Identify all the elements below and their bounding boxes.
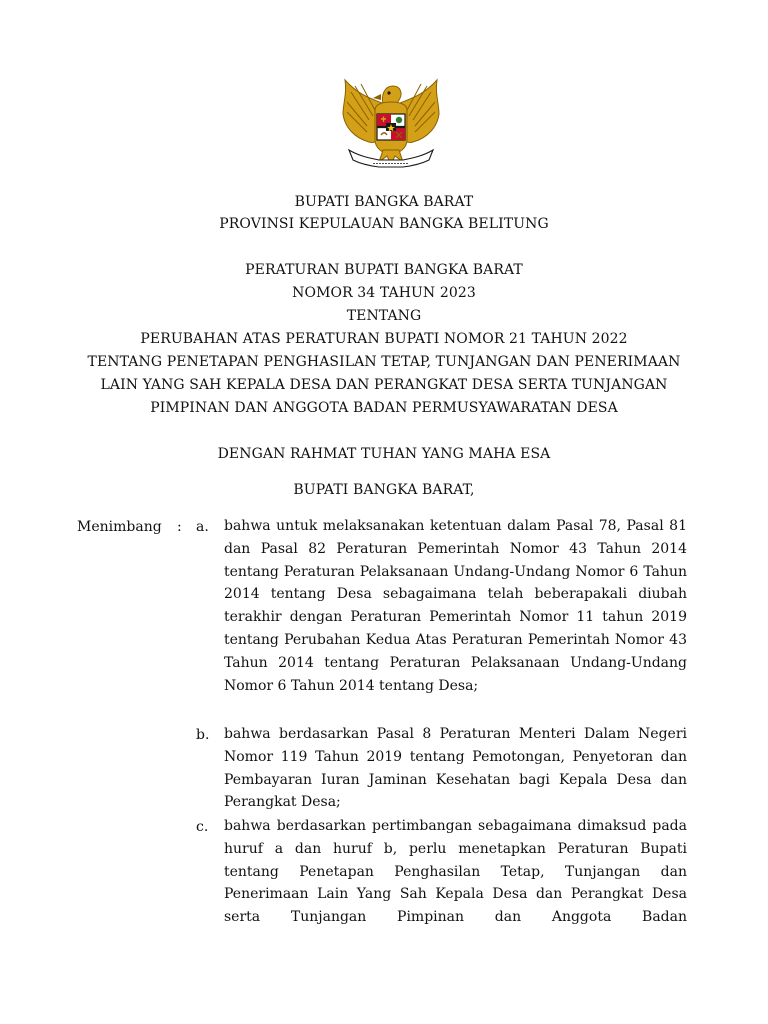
considering-item-letter: b. <box>196 727 210 743</box>
province-name: PROVINSI KEPULAUAN BANGKA BELITUNG <box>219 216 549 232</box>
invocation-line: DENGAN RAHMAT TUHAN YANG MAHA ESA <box>217 446 551 462</box>
garuda-pancasila-emblem-icon <box>339 74 443 170</box>
considering-label: Menimbang <box>77 519 162 535</box>
considering-colon: : <box>177 519 182 535</box>
considering-item-letter: a. <box>196 519 209 535</box>
considering-item-text: bahwa berdasarkan Pasal 8 Peraturan Menteri Dalam Negeri Nomor 119 Tahun 2019 tentang Pemotongan, Penyetoran dan Pembayaran Iuran Jaminan Kesehatan bagi Kepala Desa dan Perangkat Desa; <box>224 726 687 811</box>
considering-item-letter: c. <box>196 819 209 835</box>
issuer-title: BUPATI BANGKA BARAT <box>294 194 474 210</box>
authority-line: BUPATI BANGKA BARAT, <box>293 482 475 498</box>
regulation-about-label: TENTANG <box>346 308 422 324</box>
considering-item-text: bahwa untuk melaksanakan ketentuan dalam Pasal 78, Pasal 81 dan Pasal 82 Peraturan Pemerintah Nomor 43 Tahun 2014 tentang Peraturan Pelaksanaan Undang-Undang Nomor 6 Tahun 2014 tentang Desa sebagaimana telah beberapakali diubah terakhir dengan Peraturan Pemerintah Nomor 11 tahun 2019 tentang Perubahan Kedua Atas Peraturan Pemerintah Nomor 43 Tahun 2014 tentang Peraturan Pelaksanaan Undang-Undang Nomor 6 Tahun 2014 tentang Desa; <box>224 518 687 694</box>
regulation-title: PERATURAN BUPATI BANGKA BARAT <box>245 262 523 278</box>
regulation-subject-line: TENTANG PENETAPAN PENGHASILAN TETAP, TUNJANGAN DAN PENERIMAAN <box>87 354 681 370</box>
regulation-subject-line: PERUBAHAN ATAS PERATURAN BUPATI NOMOR 21 TAHUN 2022 <box>140 331 628 347</box>
regulation-subject-line: PIMPINAN DAN ANGGOTA BADAN PERMUSYAWARATAN DESA <box>150 400 618 416</box>
regulation-number: NOMOR 34 TAHUN 2023 <box>292 285 476 301</box>
regulation-subject-line: LAIN YANG SAH KEPALA DESA DAN PERANGKAT DESA SERTA TUNJANGAN <box>100 377 668 393</box>
considering-item-text: bahwa berdasarkan pertimbangan sebagaimana dimaksud pada huruf a dan huruf b, perlu menetapkan Peraturan Bupati tentang Penetapan Penghasilan Tetap, Tunjangan dan Penerimaan Lain Yang Sah Kepala Desa dan Perangkat Desa serta Tunjangan Pimpinan dan Anggota Badan <box>224 818 687 926</box>
